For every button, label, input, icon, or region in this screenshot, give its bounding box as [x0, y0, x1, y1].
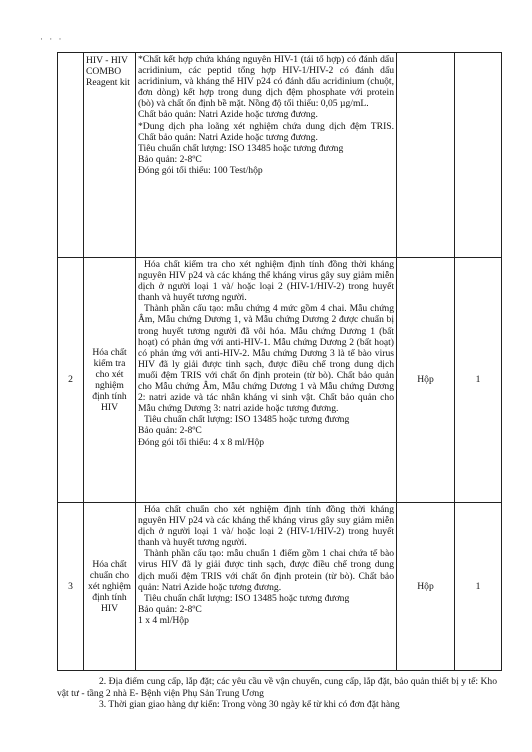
table-row — [58, 53, 502, 258]
product-description — [136, 53, 397, 258]
description-paragraph: Hóa chất kiểm tra cho xét nghiệm định tính đồng thời kháng nguyên HIV p24 và các kháng thể kháng virus gây suy giảm miễn dịch ở người loại 1 và/ hoặc loại 2 (HIV-1/HIV-2) trong huyết thanh và huyết tương người. — [138, 259, 394, 304]
description-paragraph: Tiêu chuẩn chất lượng: ISO 13485 hoặc tương đương — [144, 414, 350, 426]
footer-notes — [57, 676, 497, 711]
quantity-cell: 1 — [455, 258, 502, 503]
row-number: 3 — [58, 503, 84, 671]
description-paragraph: Tiêu chuẩn chất lượng: ISO 13485 hoặc tương đương — [138, 142, 344, 154]
unit-cell: Hộp — [397, 258, 455, 503]
product-description — [136, 258, 397, 503]
product-description — [136, 503, 397, 671]
description-paragraph: *Dung dịch pha loãng xét nghiệm chứa dung dịch đệm TRIS. Chất bảo quản: Natri Azide hoặc tương đương. — [138, 120, 394, 143]
description-paragraph: Bảo quản: 2-8ºC — [138, 603, 202, 615]
description-paragraph: Đóng gói tối thiểu: 100 Test/hộp — [138, 164, 263, 176]
delivery-location-note: 2. Địa điểm cung cấp, lắp đặt; các yêu cầu về vận chuyển, cung cấp, lắp đặt, bảo quản thiết bị y tế: Kho vật tư - tầng 2 nhà E- Bệnh viện Phụ Sản Trung Ương — [57, 676, 497, 699]
table-row — [58, 503, 502, 671]
description-paragraph: Bảo quản: 2-8ºC — [138, 425, 202, 437]
description-paragraph: Hóa chất chuẩn cho xét nghiệm định tính đồng thời kháng nguyên HIV p24 và các kháng thể kháng virus gây suy giảm miễn dịch ở người loại 1 và/ hoặc loại 2 (HIV-1/HIV-2) trong huyết thanh và huyết tương người. — [138, 504, 394, 549]
page-top-mark: · · · — [40, 34, 64, 44]
description-paragraph: 1 x 4 ml/Hộp — [138, 614, 189, 626]
product-name: Hóa chất chuẩn cho xét nghiệm định tính HIV — [84, 503, 136, 671]
description-paragraph: Thành phần cấu tạo: mẫu chuẩn 1 điểm gồm 1 chai chứa tế bào virus HIV đã ly giải được tinh sạch, được điều chế trong dung dịch muối đệm TRIS với chất ổn định protein (từ bò). Chất bảo quản: Natri Azide hoặc tương đương. — [138, 548, 394, 593]
unit-cell: Hộp — [397, 503, 455, 671]
description-paragraph: Đóng gói tối thiểu: 4 x 8 ml/Hộp — [138, 436, 265, 448]
description-paragraph: Bảo quản: 2-8ºC — [138, 153, 202, 165]
quantity-cell — [455, 53, 502, 258]
quantity-cell: 1 — [455, 503, 502, 671]
unit-cell — [397, 53, 455, 258]
table-row — [58, 258, 502, 503]
specification-table — [57, 52, 502, 671]
product-name: HIV - HIV COMBO Reagent kit — [84, 53, 136, 258]
description-paragraph: Thành phần cấu tạo: mẫu chứng 4 mức gồm 4 chai. Mẫu chứng Âm, Mẫu chứng Dương 1, và Mẫu chứng Dương 2 được chuẩn bị trong huyết tương người đã vôi hóa. Mẫu chứng Dương 1 (bất hoạt) có phản ứng với anti-HIV-1. Mẫu chứng Dương 2 (bất hoạt) có phản ứng với anti-HIV-2. Mẫu chứng Dương 3 là tế bào virus HIV đã ly giải được tinh sạch, được điều chế trong dung dịch muối đệm TRIS với chất ổn định protein (từ bò). Chất bảo quản cho Mẫu chứng Âm, Mẫu chứng Dương 1 và Mẫu chứng Dương 2: natri azide và tác nhân kháng vi sinh vật. Chất bảo quản cho Mẫu chứng Dương 3: natri azide hoặc tương đương. — [138, 303, 394, 415]
description-paragraph: Tiêu chuẩn chất lượng: ISO 13485 hoặc tương đương — [144, 592, 350, 604]
delivery-time-note: 3. Thời gian giao hàng dự kiến: Trong vòng 30 ngày kể từ khi có đơn đặt hàng — [99, 699, 400, 710]
row-number — [58, 53, 84, 258]
description-paragraph: *Chất kết hợp chứa kháng nguyên HIV-1 (tái tổ hợp) có đánh dấu acridinium, các peptid tổng hợp HIV-1/HIV-2 có đánh dấu acridinium, và kháng thể HIV p24 có đánh dấu acridinium (chuột, đơn dòng) kết hợp trong dung dịch đệm phosphate với protein (bò) và chất ổn định bề mặt. Nồng độ tối thiểu: 0,05 µg/mL. — [138, 54, 394, 110]
description-paragraph: Chất bảo quản: Natri Azide hoặc tương đương. — [138, 109, 318, 121]
product-name: Hóa chất kiểm tra cho xét nghiệm định tính HIV — [84, 258, 136, 503]
row-number: 2 — [58, 258, 84, 503]
